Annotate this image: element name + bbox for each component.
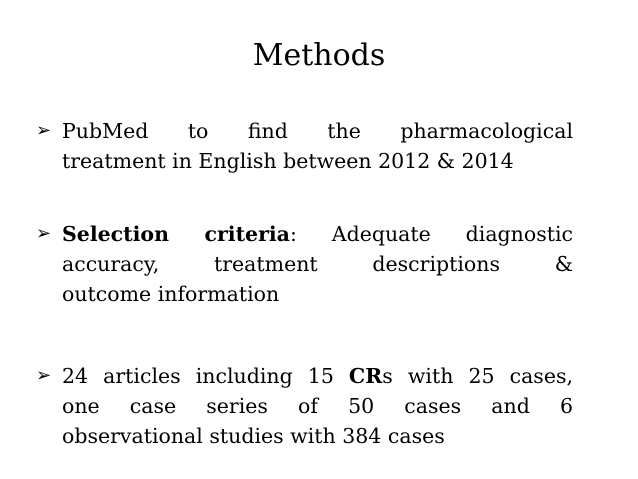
arrow-bullet-icon: ➢ <box>36 365 52 386</box>
bullet-line: accuracy, treatment descriptions & <box>62 252 573 276</box>
bullet-selection-criteria <box>36 219 573 309</box>
bullet-line: outcome information <box>62 282 280 306</box>
bullet-line: one case series of 50 cases and 6 <box>62 394 573 418</box>
bullet-line: PubMed to find the pharmacological <box>62 119 573 143</box>
bullet-text: Adequate diagnostic <box>296 222 574 246</box>
selection-criteria-label: Selection criteria <box>62 222 290 246</box>
bullet-pubmed-search <box>36 116 573 176</box>
bullet-line <box>62 361 573 391</box>
bullet-line: observational studies with 384 cases <box>62 424 445 448</box>
cr-abbreviation: CR <box>348 364 383 388</box>
bullet-text: s with 25 cases, <box>382 364 573 388</box>
arrow-bullet-icon: ➢ <box>36 223 52 244</box>
bullet-line: treatment in English between 2012 & 2014 <box>62 149 514 173</box>
bullet-articles-included <box>36 361 573 451</box>
slide-title: Methods <box>252 38 386 73</box>
label-suffix: : <box>289 222 297 246</box>
bullet-line <box>62 219 573 249</box>
bullet-text: 24 articles including 15 <box>62 364 349 388</box>
arrow-bullet-icon: ➢ <box>36 120 52 141</box>
